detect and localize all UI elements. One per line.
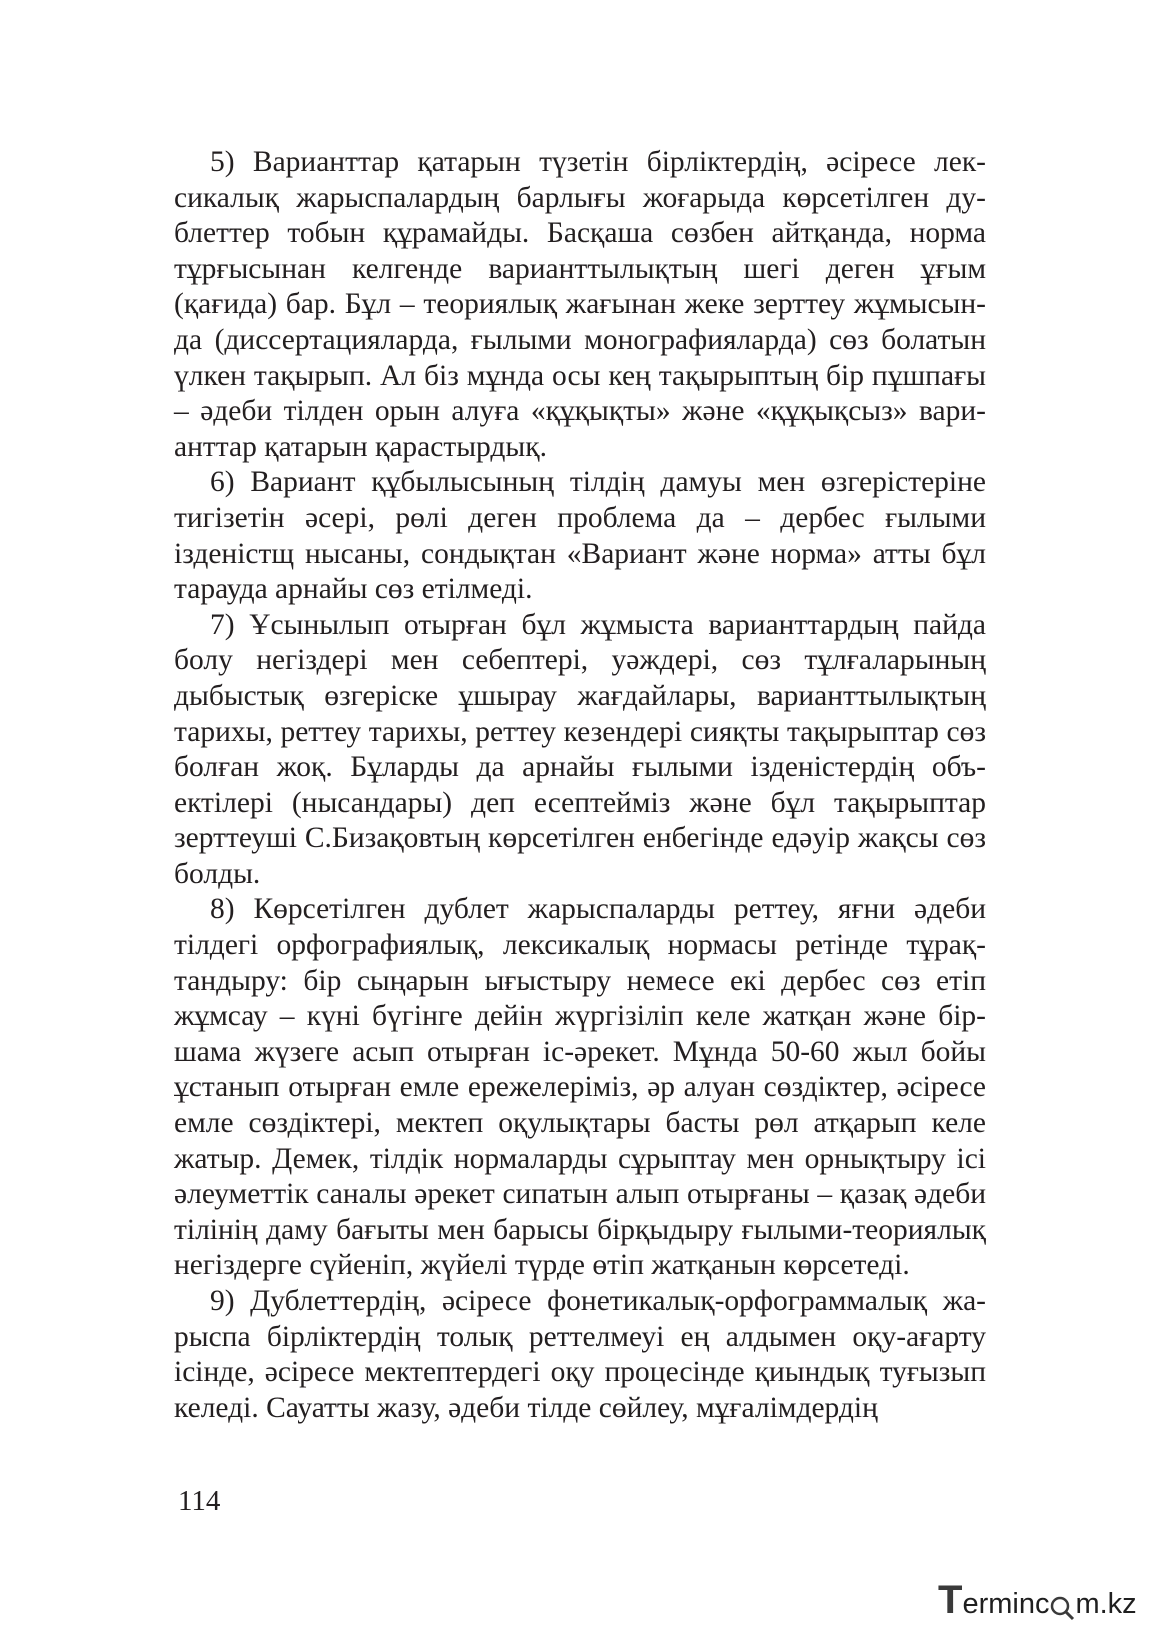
paragraph-9: 9) Дублеттердің, әсіресе фонетикалық-орфограммалық жарыспа бірліктердің толық реттелмеуі ең алдымен оқу-ағарту ісінде, әсіресе мектептердегі оқу процесінде қиындық туғызып келеді. Сауатты жазу, әдеби тілде сөйлеу, мұғалімдердің xyxy=(174,1285,986,1424)
paragraph-8: 8) Көрсетілген дублет жарыспаларды реттеу, яғни әдеби тілдегі орфографиялық, лексикалық нормасы ретінде тұрақтандыру: бір сыңарын ығыстыру немесе екі дербес сөз етіп жұмсау – күні бүгінге дейін жүргізіліп келе жатқан және біршама жүзеге асып отырған іс-әрекет. Мұнда 50-60 жыл бойы ұстанып отырған емле ережелеріміз, әр алуан сөздіктер, әсіресе емле сөздіктері, мектеп оқулықтары басты рөл атқарып келе жатыр. Демек, тілдік нормаларды сұрыптау мен орнықтыру ісі әлеуметтік саналы әрекет сипатын алып отырғаны – қазақ әдеби тілінің даму бағыты мен барысы бірқыдыру ғылыми-теориялық негіздерге сүйеніп, жүйелі түрде өтіп жатқанын көрсетеді. xyxy=(174,893,986,1282)
watermark-middle: erminc xyxy=(962,1588,1050,1620)
watermark-initial: T xyxy=(938,1578,963,1622)
paragraph-7: 7) Ұсынылып отырған бұл жұмыста варианттардың пайда болу негіздері мен себептері, уәждері, сөз тұлғаларының дыбыстық өзгеріске ұшырау жағдайлары, варианттылықтың тарихы, реттеу тарихы, реттеу кезендері сияқты тақырыптар сөз болған жоқ. Бұларды да арнайы ғылыми ізденістердің объектілері (нысандары) деп есептейміз және бұл тақырыптар зерттеуші С.Бизақовтың көрсетілген енбегінде едәуір жақсы сөз болды. xyxy=(174,608,986,890)
page-body xyxy=(174,145,986,1426)
magnifier-icon xyxy=(1049,1591,1075,1621)
termincom-watermark xyxy=(938,1578,1148,1629)
watermark-end: m.kz xyxy=(1075,1588,1137,1620)
page-number: 114 xyxy=(178,1485,221,1517)
paragraph-5: 5) Варианттар қатарын түзетін бірліктердің, әсіресе лексикалық жарыспалардың барлығы жоғарыда көрсетілген дублеттер тобын құрамайды. Басқаша сөзбен айтқанда, норма тұрғысынан келгенде варианттылықтың шегі деген ұғым (қағида) бар. Бұл – теориялық жағынан жеке зерттеу жұмысында (диссертацияларда, ғылыми монографияларда) сөз болатын үлкен тақырып. Ал біз мұнда осы кең тақырыптың бір пұшпағы – әдеби тілден орын алуға «құқықты» және «құқықсыз» варианттар қатарын қарастырдық. xyxy=(174,146,986,463)
paragraph-6: 6) Вариант құбылысының тілдің дамуы мен өзгерістеріне тигізетін әсері, рөлі деген проблема да – дербес ғылыми ізденістщ нысаны, сондықтан «Вариант және норма» атты бұл тарауда арнайы сөз етілмеді. xyxy=(174,466,986,606)
